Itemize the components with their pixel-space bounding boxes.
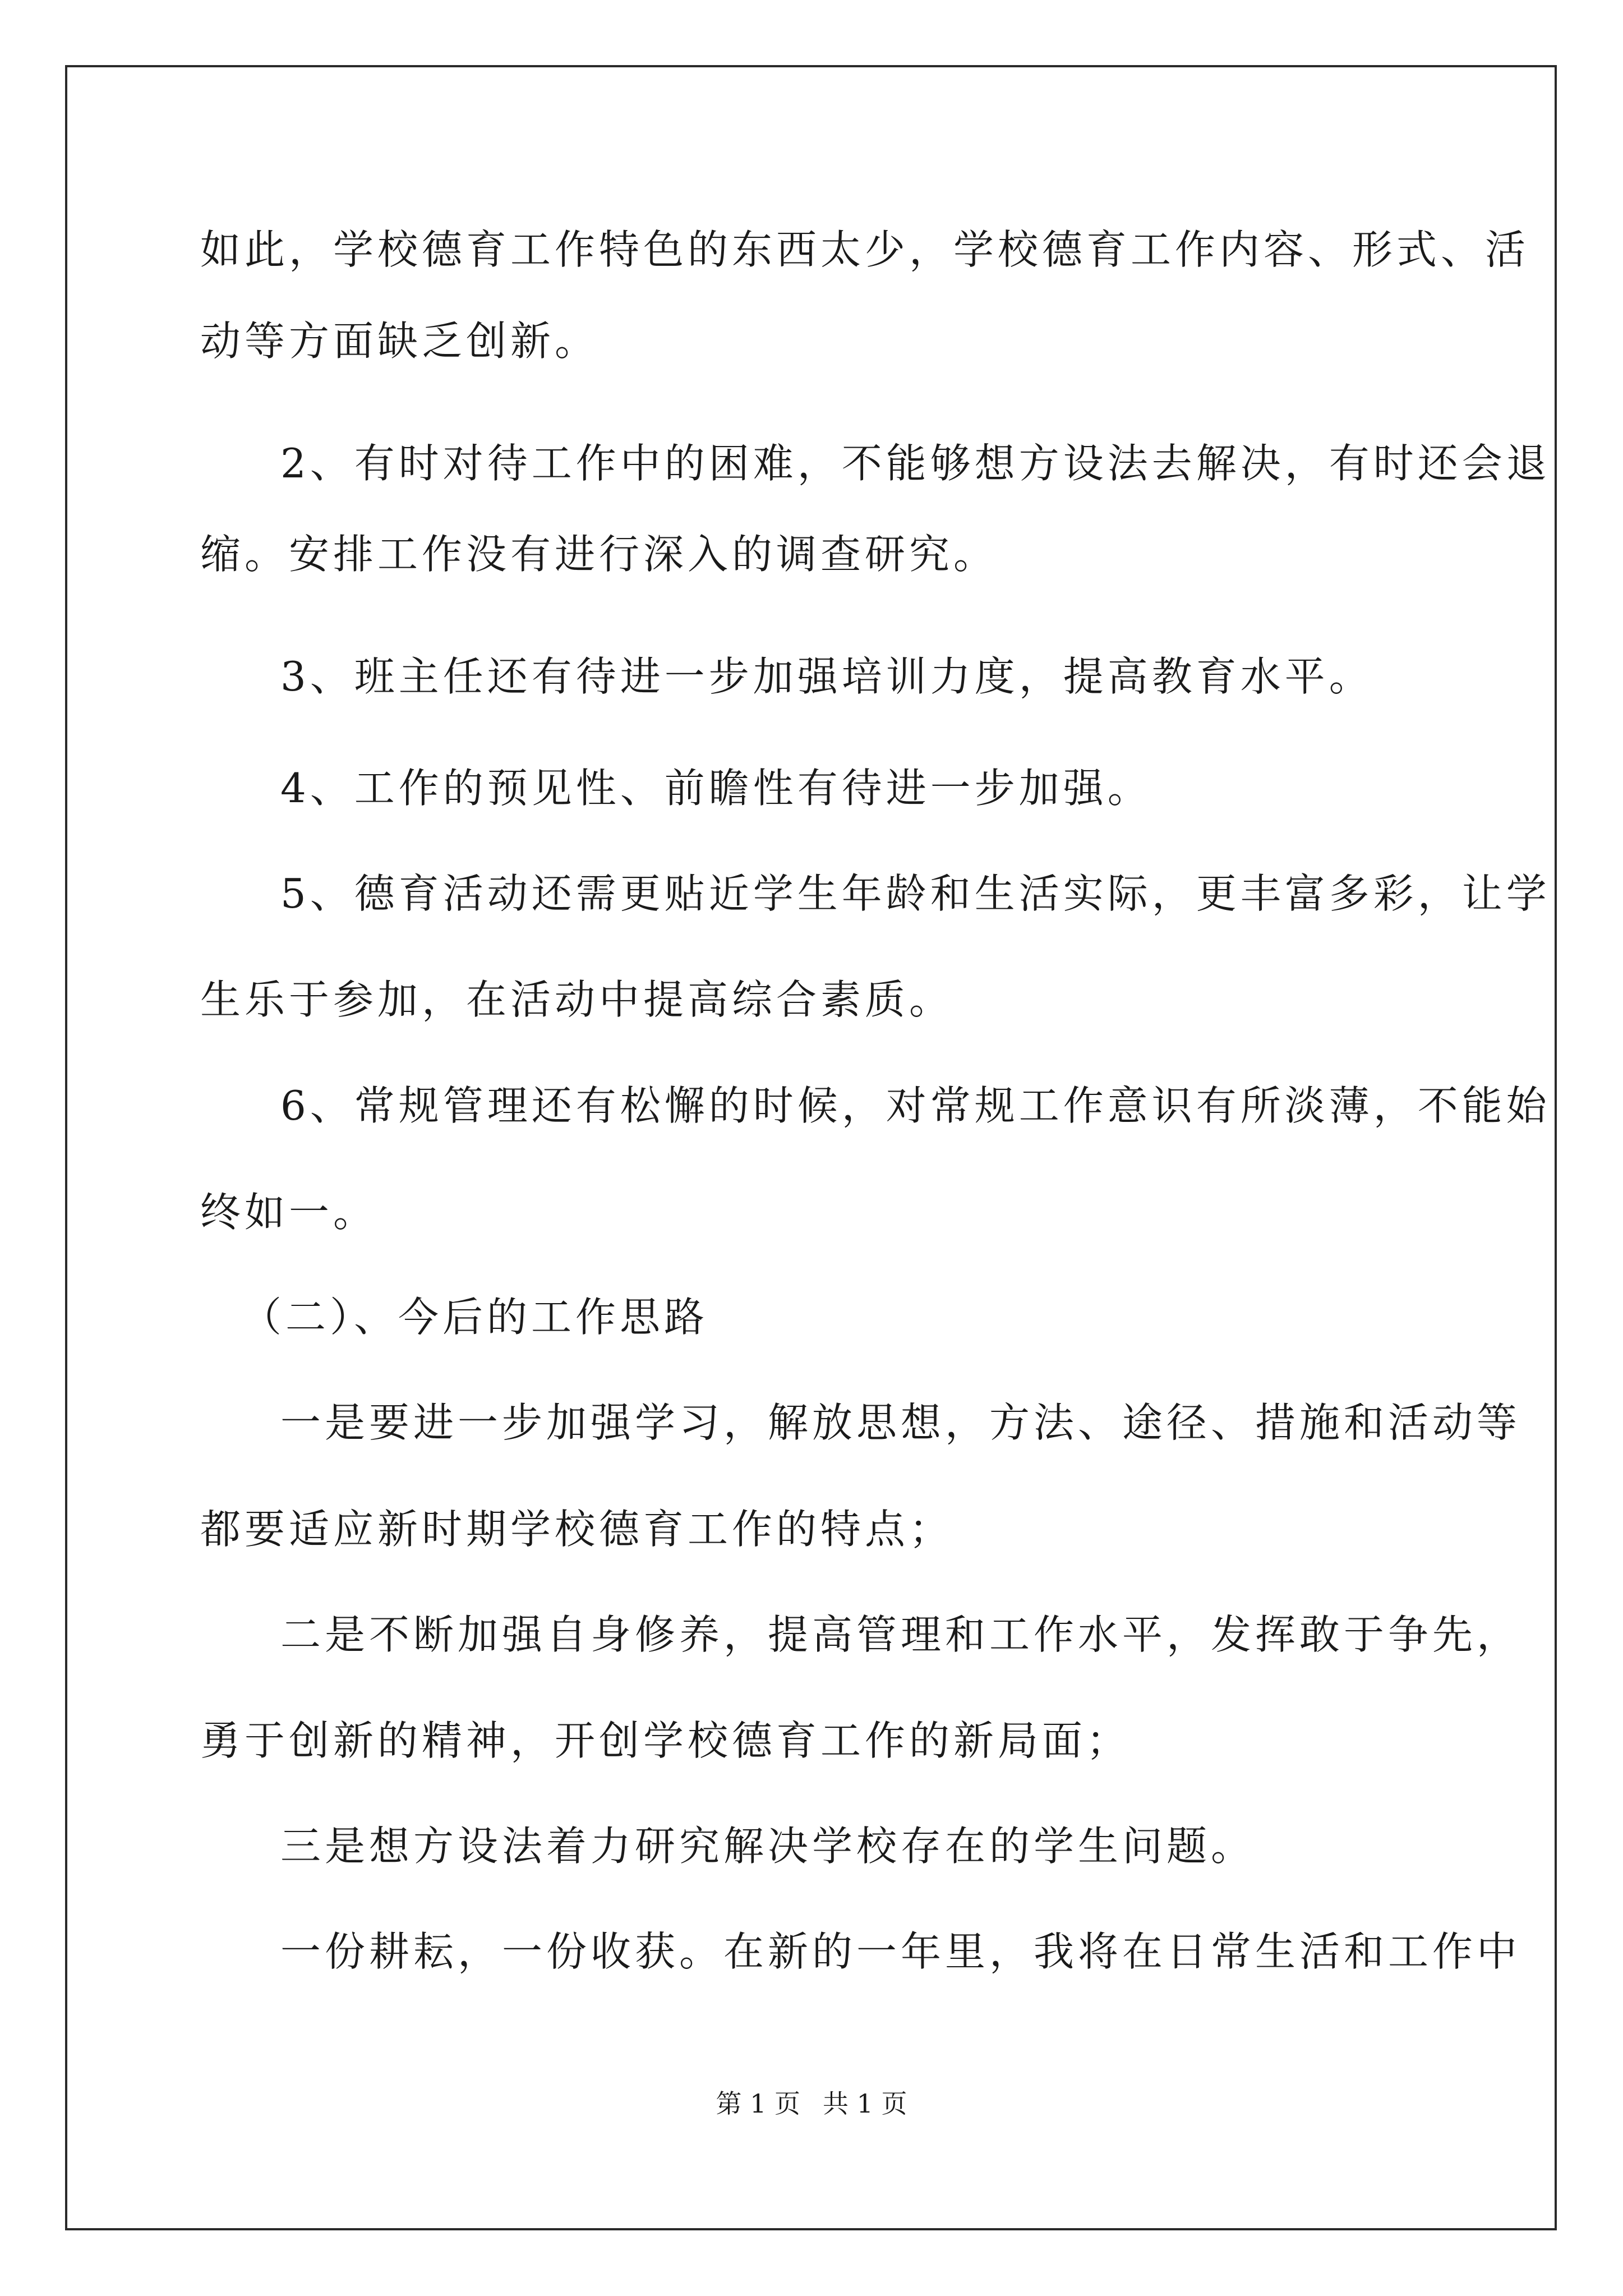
- body-line: 三是想方设法着力研究解决学校存在的学生问题。: [280, 1823, 1256, 1870]
- section-heading: （二）、今后的工作思路: [241, 1294, 709, 1341]
- body-line: 二是不断加强自身修养，提高管理和工作水平，发挥敢于争先，: [280, 1611, 1521, 1658]
- body-line: 都要适应新时期学校德育工作的特点；: [200, 1506, 954, 1553]
- page-total: 共 1 页: [823, 2088, 907, 2119]
- page-footer: [0, 2087, 1623, 2120]
- page-border: [65, 65, 1557, 2230]
- body-line: 5、德育活动还需更贴近学生年龄和生活实际，更丰富多彩，让学: [280, 870, 1551, 917]
- body-line: 勇于创新的精神，开创学校德育工作的新局面；: [200, 1717, 1131, 1764]
- body-line: 2、有时对待工作中的困难，不能够想方设法去解决，有时还会退: [280, 440, 1551, 487]
- body-line: 一是要进一步加强学习，解放思想，方法、途径、措施和活动等: [280, 1399, 1521, 1446]
- body-line: 缩。安排工作没有进行深入的调查研究。: [200, 531, 998, 578]
- body-line: 一份耕耘，一份收获。在新的一年里，我将在日常生活和工作中: [280, 1928, 1521, 1975]
- body-line: 4、工作的预见性、前瞻性有待进一步加强。: [280, 765, 1152, 812]
- page-number: 第 1 页: [716, 2088, 800, 2119]
- body-line: 如此，学校德育工作特色的东西太少，学校德育工作内容、形式、活: [200, 226, 1530, 273]
- body-line: 6、常规管理还有松懈的时候，对常规工作意识有所淡薄，不能始: [280, 1082, 1551, 1129]
- body-line: 生乐于参加，在活动中提高综合素质。: [200, 976, 954, 1023]
- body-line: 终如一。: [200, 1189, 378, 1236]
- body-line: 动等方面缺乏创新。: [200, 318, 600, 365]
- body-line: 3、班主任还有待进一步加强培训力度，提高教育水平。: [280, 653, 1373, 700]
